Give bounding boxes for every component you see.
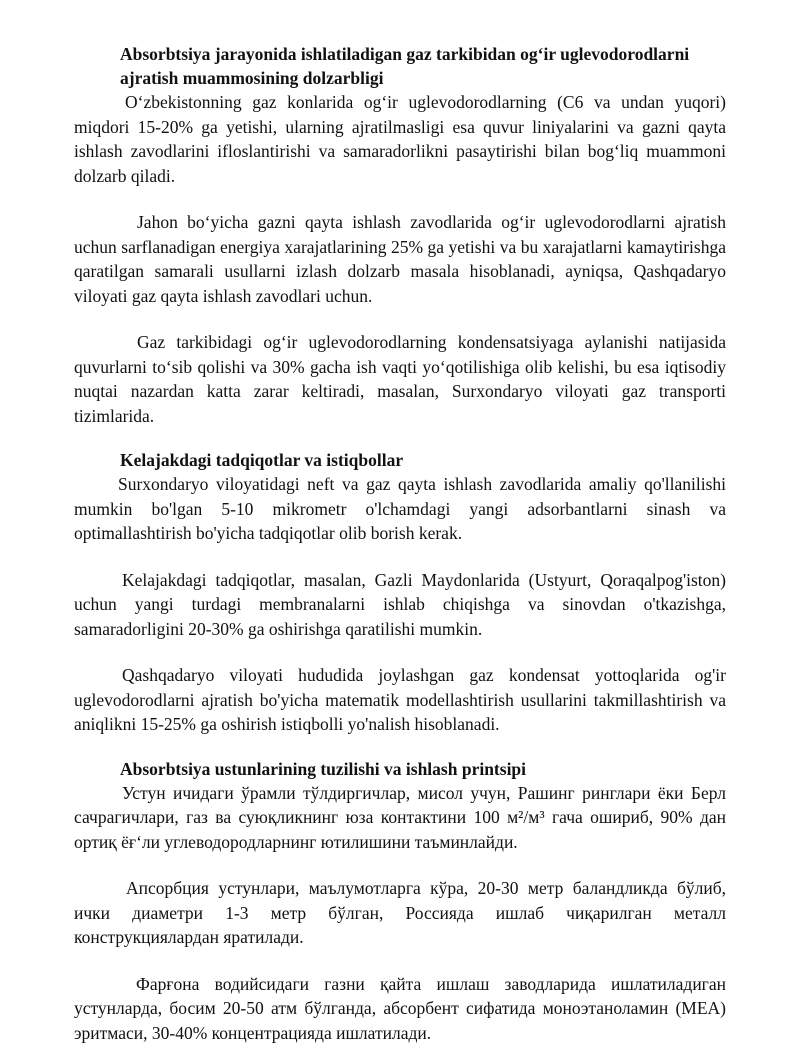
section-heading-column-structure: Absorbtsiya ustunlarining tuzilishi va ishlash printsipi: [74, 757, 726, 781]
paragraph-membranes: Kelajakdagi tadqiqotlar, masalan, Gazli Maydonlarida (Ustyurt, Qoraqalpog'iston) uchun yangi turdagi membranalarni ishlab chiqishga va sinovdan o'tkazishga, samaradorligini 20-30% ga oshirishga qaratilishi mumkin.: [74, 568, 726, 642]
paragraph-adsorbents: Surxondaryo viloyatidagi neft va gaz qayta ishlash zavodlarida amaliy qo'llanilishi mumkin bo'lgan 5-10 mikrometr o'lchamdagi yangi adsorbantlarni sinash va optimallashtirish bo'yicha tadqiqotlar olib borish kerak.: [74, 472, 726, 546]
paragraph-uzbekistan-gas: O‘zbekistonning gaz konlarida og‘ir uglevodorodlarning (C6 va undan yuqori) miqdori 15-20% ga yetishi, ularning ajratilmasligi esa quvur liniyalarini va gazni qayta ishlash zavodlarini ifloslantirishi va samaradorlikni pasaytirishi bilan bog‘liq muammoni dolzarb qiladi.: [74, 90, 726, 188]
paragraph-column-dimensions: Апсорбция устунлари, маълумотларга кўра, 20-30 метр баландликда бўлиб, ички диаметри 1-3 метр бўлган, Россияда ишлаб чиқарилган металл конструкциялардан яратилади.: [74, 876, 726, 950]
paragraph-modelling: Qashqadaryo viloyati hududida joylashgan gaz kondensat yottoqlarida og'ir uglevodorodlarni ajratish bo'yicha matematik modellashtirish usullarini takmillashtirish va aniqlikni 15-25% ga oshirish istiqbolli yo'nalish hisoblanadi.: [74, 663, 726, 737]
paragraph-fergana-mea: Фарғона водийсидаги газни қайта ишлаш заводларида ишлатиладиган устунларда, босим 20-50 атм бўлганда, абсорбент сифатида моноэтаноламин (МЕА) эритмаси, 30-40% концентрацияда ишлатилади.: [74, 972, 726, 1045]
paragraph-condensation: Gaz tarkibidagi og‘ir uglevodorodlarning kondensatsiyaga aylanishi natijasida quvurlarni to‘sib qolishi va 30% gacha ish vaqti yo‘qotilishiga olib kelishi, bu esa iqtisodiy nuqtai nazardan katta zarar keltiradi, masalan, Surxondaryo viloyati gaz transporti tizimlarida.: [74, 330, 726, 428]
document-page: [74, 42, 726, 1045]
paragraph-packing: Устун ичидаги ўрамли тўлдиргичлар, мисол учун, Рашинг ринглари ёки Берл сачрагичлари, газ ва суюқликнинг юза контактини 100 м²/м³ гача ошириб, 90% дан ортиқ ёғ‘ли углеводородларнинг ютилишини таъминлайди.: [74, 781, 726, 855]
section-heading-future-research: Kelajakdagi tadqiqotlar va istiqbollar: [74, 448, 726, 472]
paragraph-energy-costs: Jahon bo‘yicha gazni qayta ishlash zavodlarida og‘ir uglevodorodlarni ajratish uchun sarflanadigan energiya xarajatlarining 25% ga yetishi va bu xarajatlarni kamaytirishga qaratilgan samarali usullarni izlash dolzarb masala hisoblanadi, ayniqsa, Qashqadaryo viloyati gaz qayta ishlash zavodlari uchun.: [74, 210, 726, 308]
section-heading-absorption-problem: Absorbtsiya jarayonida ishlatiladigan gaz tarkibidan og‘ir uglevodorodlarni ajratish muammosining dolzarbligi: [74, 42, 726, 90]
